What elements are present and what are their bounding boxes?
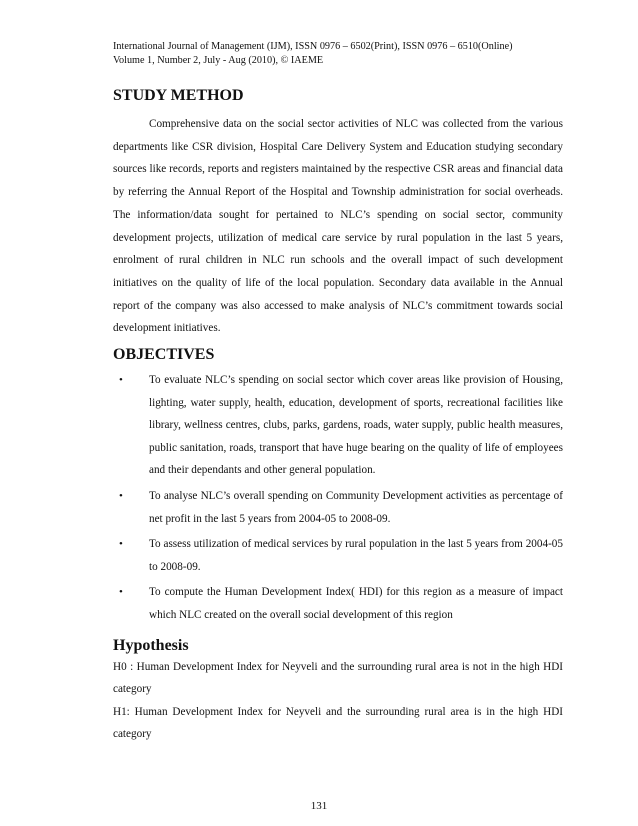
objective-item-3 <box>113 533 563 578</box>
header-line-2: Volume 1, Number 2, July - Aug (2010), © IAEME <box>113 54 324 66</box>
objective-text: To compute the Human Development Index( HDI) for this region as a measure of impact which NLC created on the overall social development of this region <box>149 586 563 621</box>
objectives-list <box>113 369 563 630</box>
objective-item-4 <box>113 581 563 626</box>
study-method-heading: STUDY METHOD <box>113 87 244 104</box>
objective-text: To evaluate NLC’s spending on social sector which cover areas like provision of Housing, lighting, water supply, health, education, development of sports, recreational facilities like library, wellness centres, clubs, parks, gardens, roads, water supply, public health measures, public sanitation, roads, transport that have huge bearing on the quality of life of employees and their dependants and other general population. <box>149 374 563 477</box>
objectives-heading: OBJECTIVES <box>113 346 215 363</box>
header-line-1: International Journal of Management (IJM), ISSN 0976 – 6502(Print), ISSN 0976 – 6510(Online) <box>113 41 513 52</box>
page-number: 131 <box>310 800 328 812</box>
bullet-icon: • <box>119 374 123 386</box>
hypothesis-heading: Hypothesis <box>113 637 189 654</box>
objective-item-1 <box>113 369 563 482</box>
objective-text: To analyse NLC’s overall spending on Community Development activities as percentage of net profit in the last 5 years from 2004-05 to 2008-09. <box>149 489 563 525</box>
hypothesis-h0: H0 : Human Development Index for Neyveli and the surrounding rural area is not in the high HDI category <box>113 661 563 696</box>
objective-item-2 <box>113 485 563 530</box>
hypothesis-h1: H1: Human Development Index for Neyveli and the surrounding rural area is in the high HDI category <box>113 706 563 741</box>
running-header <box>113 40 583 67</box>
bullet-icon: • <box>119 489 123 502</box>
study-method-paragraph: Comprehensive data on the social sector activities of NLC was collected from the various departments like CSR division, Hospital Care Delivery System and Education studying secondary sources like records, reports and registers maintained by the respective CSR areas and financial data by referring the Annual Report of the Hospital and Township administration for social overheads. The information/data sought for pertained to NLC’s spending on social sector, community development projects, utilization of medical care service by rural population in the last 5 years, enrolment of rural children in NLC run schools and the overall impact of such development initiatives on the quality of life of the local population. Secondary data available in the Annual report of the company was also accessed to make analysis of NLC’s commitment towards social development initiatives. <box>113 118 563 335</box>
bullet-icon: • <box>119 586 123 599</box>
bullet-icon: • <box>119 538 123 551</box>
objective-text: To assess utilization of medical services by rural population in the last 5 years from 2004-05 to 2008-09. <box>149 538 563 573</box>
